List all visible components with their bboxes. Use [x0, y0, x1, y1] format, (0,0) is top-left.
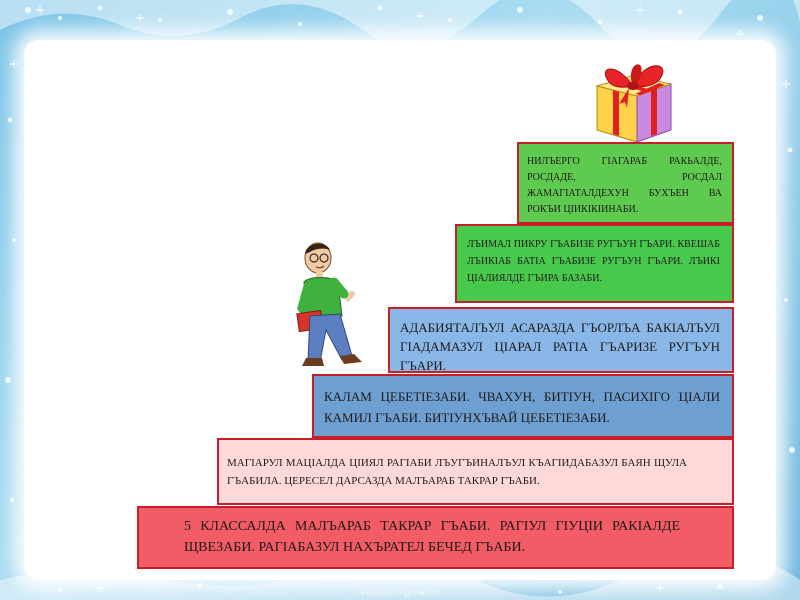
- step-1-text: 5 КЛАССАЛДА МАЛЪАРАБ ТАКРАР ГЪАБИ. РАГIУЛ ГIУЦIИ РАКIАЛДЕ ЩВЕЗАБИ. РАГIАБАЗУЛ НАХЪРАТЕЛ БЕЧЕД ГЪАБИ.: [184, 519, 680, 555]
- step-5: [455, 224, 734, 303]
- walking-student-figure: [290, 238, 380, 376]
- gift-box-icon: [583, 52, 683, 144]
- step-3: [312, 374, 734, 438]
- step-5-text: ЛЪИМАЛ ПИКРУ ГЪАБИЗЕ РУГЪУН ГЪАРИ. КВЕШАБ ЛЪИКIАБ БАТIА ГЪАБИЗЕ РУГЪУН ГЪАРИ. ЛЪИКI ЦIАЛИЯЛДЕ ГЪИРА БАЗАБИ.: [467, 239, 720, 284]
- step-6-text: НИЛЪЕРГО ГIАГАРАБ РАКЬАЛДЕ, РОСДАДЕ, РОСДАЛ ЖАМАГIАТАЛДЕХУН БУХЪЕН ВА РОКЪИ ЦIИКIКIИНАБИ.: [527, 156, 722, 215]
- step-2-text: МАГIАРУЛ МАЦIАЛДА ЦIИЯЛ РАГIАБИ ЛЪУГЪИНАЛЪУЛ КЪАГIИДАБАЗУЛ БАЯН ЩУЛА ГЪАБИЛА. ЦЕРЕСЕЛ ДАРСАЗДА МАЛЪАРАБ ТАКРАР ГЪАБИ.: [227, 457, 687, 487]
- step-2: [217, 438, 734, 505]
- step-4: [388, 307, 734, 373]
- step-1: [137, 506, 734, 569]
- author-credit: Folita.do.7@mail.ru: [360, 587, 440, 597]
- step-3-text: КАЛАМ ЦЕБЕТIЕЗАБИ. ЧВАХУН, БИТIУН, ПАСИХIГО ЦIАЛИ КАМИЛ ГЪАБИ. БИТIУНХЪВАЙ ЦЕБЕТIЕЗАБИ.: [324, 389, 720, 425]
- step-4-text: АДАБИЯТАЛЪУЛ АСАРАЗДА ГЪОРЛЪА БАКIАЛЪУЛ ГIАДАМАЗУЛ ЦIАРАЛ РАТIА ГЪАРИЗЕ РУГЪУН ГЪАРИ.: [400, 320, 720, 373]
- step-6: [517, 142, 734, 224]
